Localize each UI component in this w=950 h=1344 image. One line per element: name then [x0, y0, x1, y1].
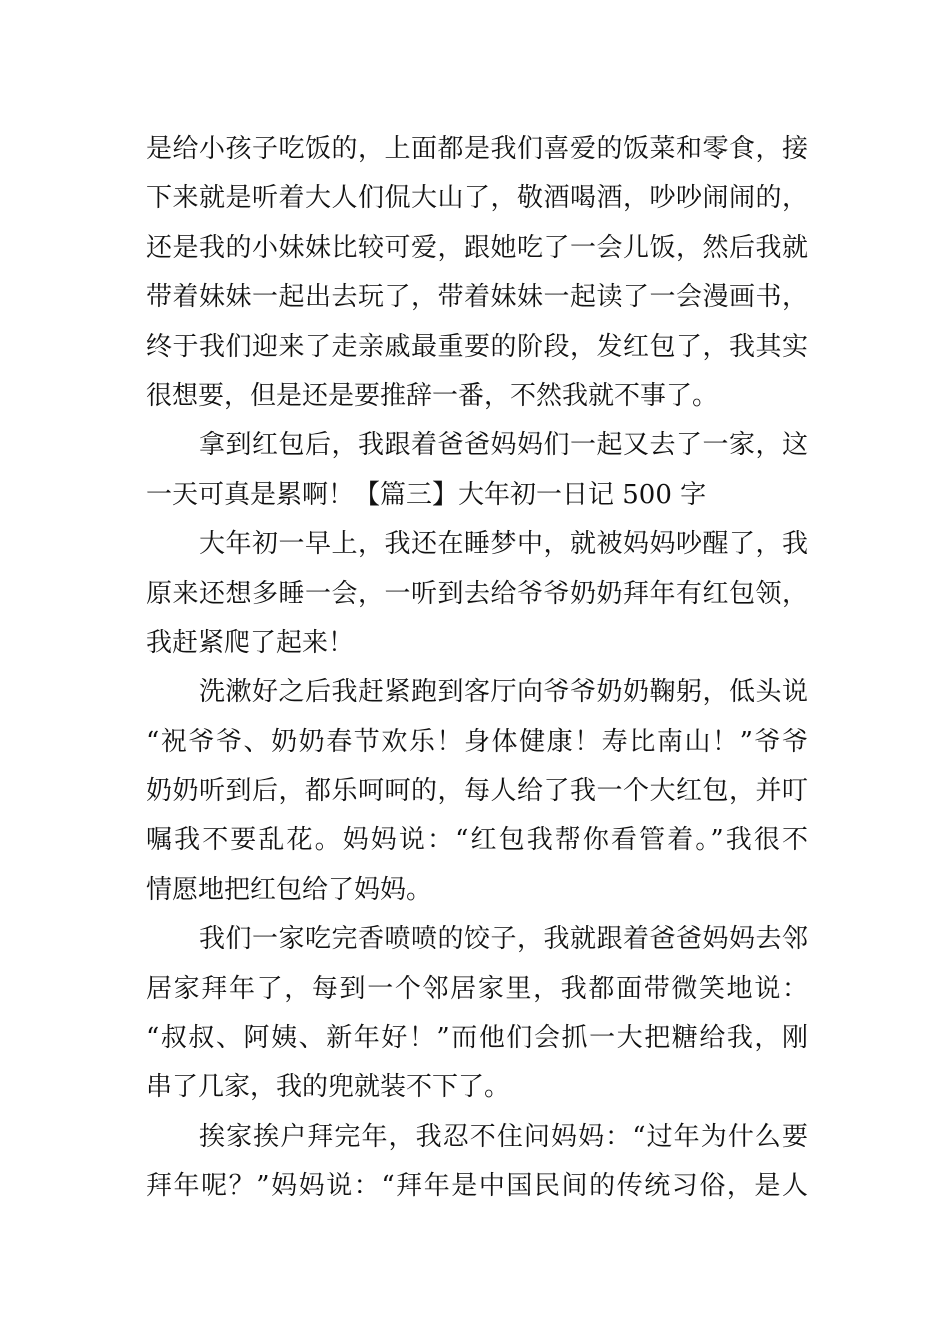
paragraph-first-line: 拿到红包后，我跟着爸爸妈妈们一起又去了一家，这: [199, 430, 808, 461]
text-line: 嘱我不要乱花。妈妈说：“红包我帮你看管着。”我很不: [146, 825, 808, 856]
paragraph-first-line: 洗漱好之后我赶紧跑到客厅向爷爷奶奶鞠躬，低头说: [199, 677, 808, 708]
text-line: 下来就是听着大人们侃大山了，敬酒喝酒，吵吵闹闹的，: [146, 183, 808, 214]
text-line: 居家拜年了，每到一个邻居家里，我都面带微笑地说：: [146, 973, 808, 1004]
text-line: 串了几家，我的兜就装不下了。: [146, 1072, 511, 1103]
paragraph-first-line: 大年初一早上，我还在睡梦中，就被妈妈吵醒了，我: [199, 529, 808, 560]
text-line: 带着妹妹一起出去玩了，带着妹妹一起读了一会漫画书，: [146, 282, 808, 313]
text-line: 一天可真是累啊！【篇三】大年初一日记 500 字: [146, 479, 707, 510]
paragraph-first-line: 挨家挨户拜完年，我忍不住问妈妈：“过年为什么要: [199, 1121, 808, 1152]
diary-text: [146, 125, 808, 1212]
paragraph-first-line: 我们一家吃完香喷喷的饺子，我就跟着爸爸妈妈去邻: [199, 924, 808, 955]
text-line: 很想要，但是还是要推辞一番，不然我就不事了。: [146, 380, 719, 411]
text-line: 拜年呢？”妈妈说：“拜年是中国民间的传统习俗，是人: [146, 1171, 808, 1202]
text-line: 终于我们迎来了走亲戚最重要的阶段，发红包了，我其实: [146, 331, 808, 362]
text-line: 原来还想多睡一会，一听到去给爷爷奶奶拜年有红包领，: [146, 578, 808, 609]
text-line: 还是我的小妹妹比较可爱，跟她吃了一会儿饭，然后我就: [146, 232, 808, 263]
text-line: “祝爷爷、奶奶春节欢乐！身体健康！寿比南山！”爷爷: [146, 726, 808, 757]
text-line: 情愿地把红包给了妈妈。: [146, 874, 433, 905]
text-line: “叔叔、阿姨、新年好！”而他们会抓一大把糖给我，刚: [146, 1023, 808, 1054]
text-line: 奶奶听到后，都乐呵呵的，每人给了我一个大红包，并叮: [146, 776, 808, 807]
text-line: 是给小孩子吃饭的，上面都是我们喜爱的饭菜和零食，接: [146, 134, 808, 164]
text-line: 我赶紧爬了起来！: [146, 627, 355, 658]
